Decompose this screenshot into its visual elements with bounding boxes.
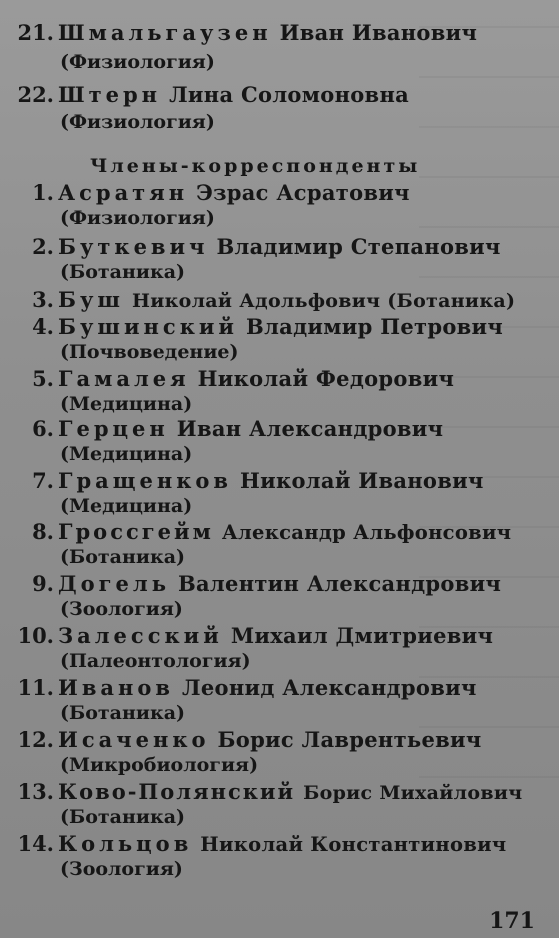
entry-field: (Зоология) xyxy=(60,858,183,880)
entry-surname: Гращенков xyxy=(58,468,233,493)
entry-name xyxy=(58,675,477,701)
entry-given-name: Леонид Александрович xyxy=(182,675,477,700)
entry-number: 9. xyxy=(32,571,54,596)
entry-surname: Иванов xyxy=(58,675,175,700)
entry-given-name: Валентин Александрович xyxy=(177,571,502,596)
entry-number: 10. xyxy=(17,623,54,648)
entry-name xyxy=(58,779,522,806)
entry-number: 11. xyxy=(17,675,54,700)
entry-given-name: Николай Адольфович (Ботаника) xyxy=(131,290,516,312)
entry-field: (Палеонтология) xyxy=(60,650,251,672)
entry-name xyxy=(58,623,493,649)
entry-name xyxy=(58,519,511,546)
entry-given-name: Владимир Петрович xyxy=(246,314,504,339)
entry-field: (Ботаника) xyxy=(60,806,186,828)
entry-name xyxy=(58,727,482,753)
entry-name xyxy=(58,234,501,260)
entry-name xyxy=(58,180,410,206)
entry-name xyxy=(58,366,454,392)
entry-number: 6. xyxy=(32,416,54,441)
entry-field: (Микробиология) xyxy=(60,754,259,776)
entry-given-name: Иван Александрович xyxy=(176,416,444,441)
entry-surname: Исаченко xyxy=(58,727,210,752)
entry-given-name: Александр Альфонсович xyxy=(221,521,512,544)
entry-surname: Гамалея xyxy=(58,366,190,391)
entry-field: (Зоология) xyxy=(60,598,183,620)
entry-name xyxy=(58,20,477,46)
entry-given-name: Михаил Дмитриевич xyxy=(230,623,494,648)
entry-surname: Штерн xyxy=(58,82,162,107)
entry-number: 13. xyxy=(17,779,54,804)
entry-name xyxy=(58,416,443,442)
entry-field: (Почвоведение) xyxy=(60,341,239,363)
entry-number: 21. xyxy=(17,20,54,45)
entry-number: 5. xyxy=(32,366,54,391)
entry-given-name: Николай Федорович xyxy=(197,366,455,391)
entry-field: (Ботаника) xyxy=(60,261,186,283)
entry-surname: Буткевич xyxy=(58,234,209,259)
entry-field: (Физиология) xyxy=(60,111,215,133)
entry-surname: Шмальгаузен xyxy=(58,20,272,45)
entry-number: 1. xyxy=(32,180,54,205)
entry-surname: Ково-Полянский xyxy=(58,779,296,804)
entry-number: 14. xyxy=(17,831,54,856)
entry-surname: Залесский xyxy=(58,623,223,648)
entry-surname: Герцен xyxy=(58,416,169,441)
entry-surname: Гроссгейм xyxy=(58,519,214,544)
entry-surname: Бушинский xyxy=(58,314,239,339)
entry-field: (Медицина) xyxy=(60,393,193,415)
entry-given-name: Николай Константинович xyxy=(200,833,507,856)
entry-name xyxy=(58,314,503,340)
entry-given-name: Владимир Степанович xyxy=(216,234,501,259)
entry-given-name: Лина Соломоновна xyxy=(169,82,410,107)
entry-field: (Медицина) xyxy=(60,495,193,517)
entry-surname: Буш xyxy=(58,287,124,312)
entry-name xyxy=(58,831,507,858)
entry-number: 4. xyxy=(32,314,54,339)
entry-number: 2. xyxy=(32,234,54,259)
entry-name xyxy=(58,571,501,597)
entry-field: (Ботаника) xyxy=(60,546,186,568)
entry-given-name: Николай Иванович xyxy=(240,468,484,493)
page-number: 171 xyxy=(489,908,535,934)
entry-given-name: Борис Лаврентьевич xyxy=(217,727,482,752)
entry-name xyxy=(58,287,515,314)
entry-number: 7. xyxy=(32,468,54,493)
entry-surname: Кольцов xyxy=(58,831,193,856)
entry-field: (Физиология) xyxy=(60,51,215,73)
entry-given-name: Борис Михайлович xyxy=(303,782,523,804)
section-heading: Члены-корреспонденты xyxy=(90,155,421,177)
entry-surname: Асратян xyxy=(58,180,189,205)
entry-field: (Ботаника) xyxy=(60,702,186,724)
entry-given-name: Иван Иванович xyxy=(279,20,478,45)
entry-given-name: Эзрас Асратович xyxy=(196,180,410,205)
entry-number: 8. xyxy=(32,519,54,544)
entry-number: 22. xyxy=(17,82,54,107)
entry-field: (Физиология) xyxy=(60,207,215,229)
entry-number: 3. xyxy=(32,287,54,312)
entry-name xyxy=(58,82,409,108)
entry-surname: Догель xyxy=(58,571,170,596)
entry-number: 12. xyxy=(17,727,54,752)
entry-name xyxy=(58,468,484,494)
entry-field: (Медицина) xyxy=(60,443,193,465)
